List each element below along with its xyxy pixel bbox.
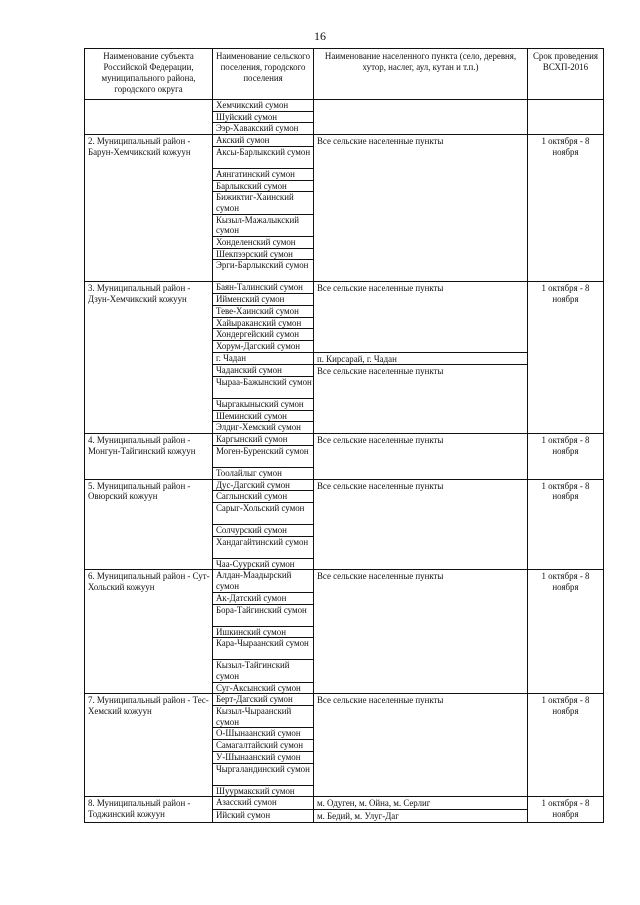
period-cell: 1 октября - 8 ноября: [528, 479, 604, 570]
table-row: [85, 100, 604, 112]
locality-cell: Все сельские населенные пункты: [314, 479, 528, 570]
settlement-cell: Чаа-Суурский сумон: [213, 558, 314, 570]
table-row: [85, 479, 604, 491]
subject-cell: 4. Муниципальный район - Монгун-Тайгинский кожуун: [85, 434, 213, 479]
table-row: [85, 282, 604, 294]
settlement-cell: Ак-Датский сумон: [213, 592, 314, 604]
settlement-cell: Сарыг-Хольский сумон: [213, 502, 314, 524]
subject-cell: 6. Муниципальный район - Сут-Хольский кожуун: [85, 570, 213, 694]
settlement-cell: Ээр-Хавакский сумон: [213, 123, 314, 135]
settlement-cell: Суг-Аксынский сумон: [213, 682, 314, 694]
settlement-cell: Барлыкский сумон: [213, 180, 314, 192]
settlement-cell: Кызыл-Чыраанский сумон: [213, 706, 314, 728]
header-locality: Наименование населенного пункта (село, деревня, хутор, наслег, аул, кутан и т.п.): [314, 49, 528, 100]
locality-cell: Все сельские населенные пункты: [314, 570, 528, 694]
settlement-cell: Самагалтайский сумон: [213, 740, 314, 752]
locality-cell: м. Одуген, м. Ойна, м. Серлиг: [314, 797, 528, 810]
settlement-cell: Кызыл-Мажалыкский сумон: [213, 214, 314, 236]
table-row: [85, 434, 604, 446]
settlement-cell: Бора-Тайгинский сумон: [213, 604, 314, 626]
settlement-cell: Кара-Чыраанский сумон: [213, 638, 314, 660]
settlement-cell: Теве-Хаинский сумон: [213, 305, 314, 317]
table-row: [85, 570, 604, 592]
table-row: [85, 694, 604, 706]
subject-cell: 8. Муниципальный район - Тоджинский кожуун: [85, 797, 213, 822]
page-number: 16: [314, 29, 326, 43]
settlement-cell: Ишкинский сумон: [213, 626, 314, 638]
locality-cell: Все сельские населенные пункты: [314, 282, 528, 352]
settlement-cell: Ийменский сумон: [213, 294, 314, 306]
locality-cell: Все сельские населенные пункты: [314, 135, 528, 282]
period-cell: 1 октября - 8 ноября: [528, 282, 604, 434]
locality-cell: Все сельские населенные пункты: [314, 694, 528, 797]
settlement-cell: Шуурмакский сумон: [213, 785, 314, 797]
settlement-cell: Чыраа-Бажынский сумон: [213, 377, 314, 399]
settlement-cell: Чаданский сумон: [213, 365, 314, 377]
subject-cell: 5. Муниципальный район - Овюрский кожуун: [85, 479, 213, 570]
subject-cell: 3. Муниципальный район - Дзун-Хемчикский кожуун: [85, 282, 213, 434]
settlement-cell: Берт-Дагский сумон: [213, 694, 314, 706]
settlement-cell: Чыргакыныский сумон: [213, 399, 314, 411]
settlement-cell: Эрги-Барлыкский сумон: [213, 260, 314, 282]
settlement-cell: г. Чадан: [213, 352, 314, 365]
settlement-cell: Хондергейский сумон: [213, 329, 314, 341]
locality-cell: Все сельские населенные пункты: [314, 365, 528, 434]
locality-cell: [314, 100, 528, 135]
header-period: Срок проведения ВСХП-2016: [528, 49, 604, 100]
settlement-cell: Саглынский сумон: [213, 491, 314, 503]
settlement-cell: Каргынский сумон: [213, 434, 314, 446]
settlement-cell: Моген-Буренский сумон: [213, 445, 314, 467]
settlement-cell: Солчурский сумон: [213, 524, 314, 536]
locality-cell: Все сельские населенные пункты: [314, 434, 528, 479]
settlement-cell: Хемчикский сумон: [213, 100, 314, 112]
period-cell: 1 октября - 8 ноября: [528, 135, 604, 282]
settlement-cell: Азасский сумон: [213, 797, 314, 810]
settlement-cell: Элдиг-Хемский сумон: [213, 422, 314, 434]
settlement-cell: Алдан-Маадырский сумон: [213, 570, 314, 592]
settlement-cell: Шеминский сумон: [213, 410, 314, 422]
settlement-cell: Аксы-Барлыкский сумон: [213, 146, 314, 168]
locality-cell: п. Кирсарай, г. Чадан: [314, 352, 528, 365]
period-cell: 1 октября - 8 ноября: [528, 797, 604, 822]
settlement-cell: Хайыраканский сумон: [213, 317, 314, 329]
settlement-cell: Хорум-Дагский сумон: [213, 340, 314, 352]
period-cell: 1 октября - 8 ноября: [528, 434, 604, 479]
header-subject: Наименование субъекта Российской Федерации, муниципального района, городского округа: [85, 49, 213, 100]
settlement-cell: У-Шынаанский сумон: [213, 751, 314, 763]
settlement-cell: Дус-Дагский сумон: [213, 479, 314, 491]
table-body: [85, 100, 604, 823]
table-row: [85, 797, 604, 810]
settlement-cell: Ийский сумон: [213, 809, 314, 822]
settlement-cell: Баян-Талинский сумон: [213, 282, 314, 294]
period-cell: 1 октября - 8 ноября: [528, 570, 604, 694]
census-schedule-table: [84, 48, 604, 823]
settlement-cell: Чыргаландинский сумон: [213, 763, 314, 785]
settlement-cell: Акский сумон: [213, 135, 314, 147]
settlement-cell: Шуйский сумон: [213, 111, 314, 123]
period-cell: [528, 100, 604, 135]
locality-cell: м. Бедий, м. Улуг-Даг: [314, 809, 528, 822]
settlement-cell: Кызыл-Тайгинский сумон: [213, 660, 314, 682]
header-settlement: Наименование сельского поселения, городского поселения: [213, 49, 314, 100]
subject-cell: 7. Муниципальный район - Тес-Хемский кожуун: [85, 694, 213, 797]
settlement-cell: Аянгатинский сумон: [213, 168, 314, 180]
settlement-cell: Тоолайлыг сумон: [213, 467, 314, 479]
settlement-cell: Хонделенский сумон: [213, 237, 314, 249]
table-row: [85, 135, 604, 147]
table-header-row: [85, 49, 604, 100]
period-cell: 1 октября - 8 ноября: [528, 694, 604, 797]
subject-cell: 2. Муниципальный район - Барун-Хемчикский кожуун: [85, 135, 213, 282]
settlement-cell: Хандагайтинский сумон: [213, 536, 314, 558]
settlement-cell: О-Шынаанский сумон: [213, 728, 314, 740]
settlement-cell: Шекпээрский сумон: [213, 248, 314, 260]
settlement-cell: Бижиктиг-Хаинский сумон: [213, 192, 314, 214]
subject-cell-continued: [85, 100, 213, 135]
